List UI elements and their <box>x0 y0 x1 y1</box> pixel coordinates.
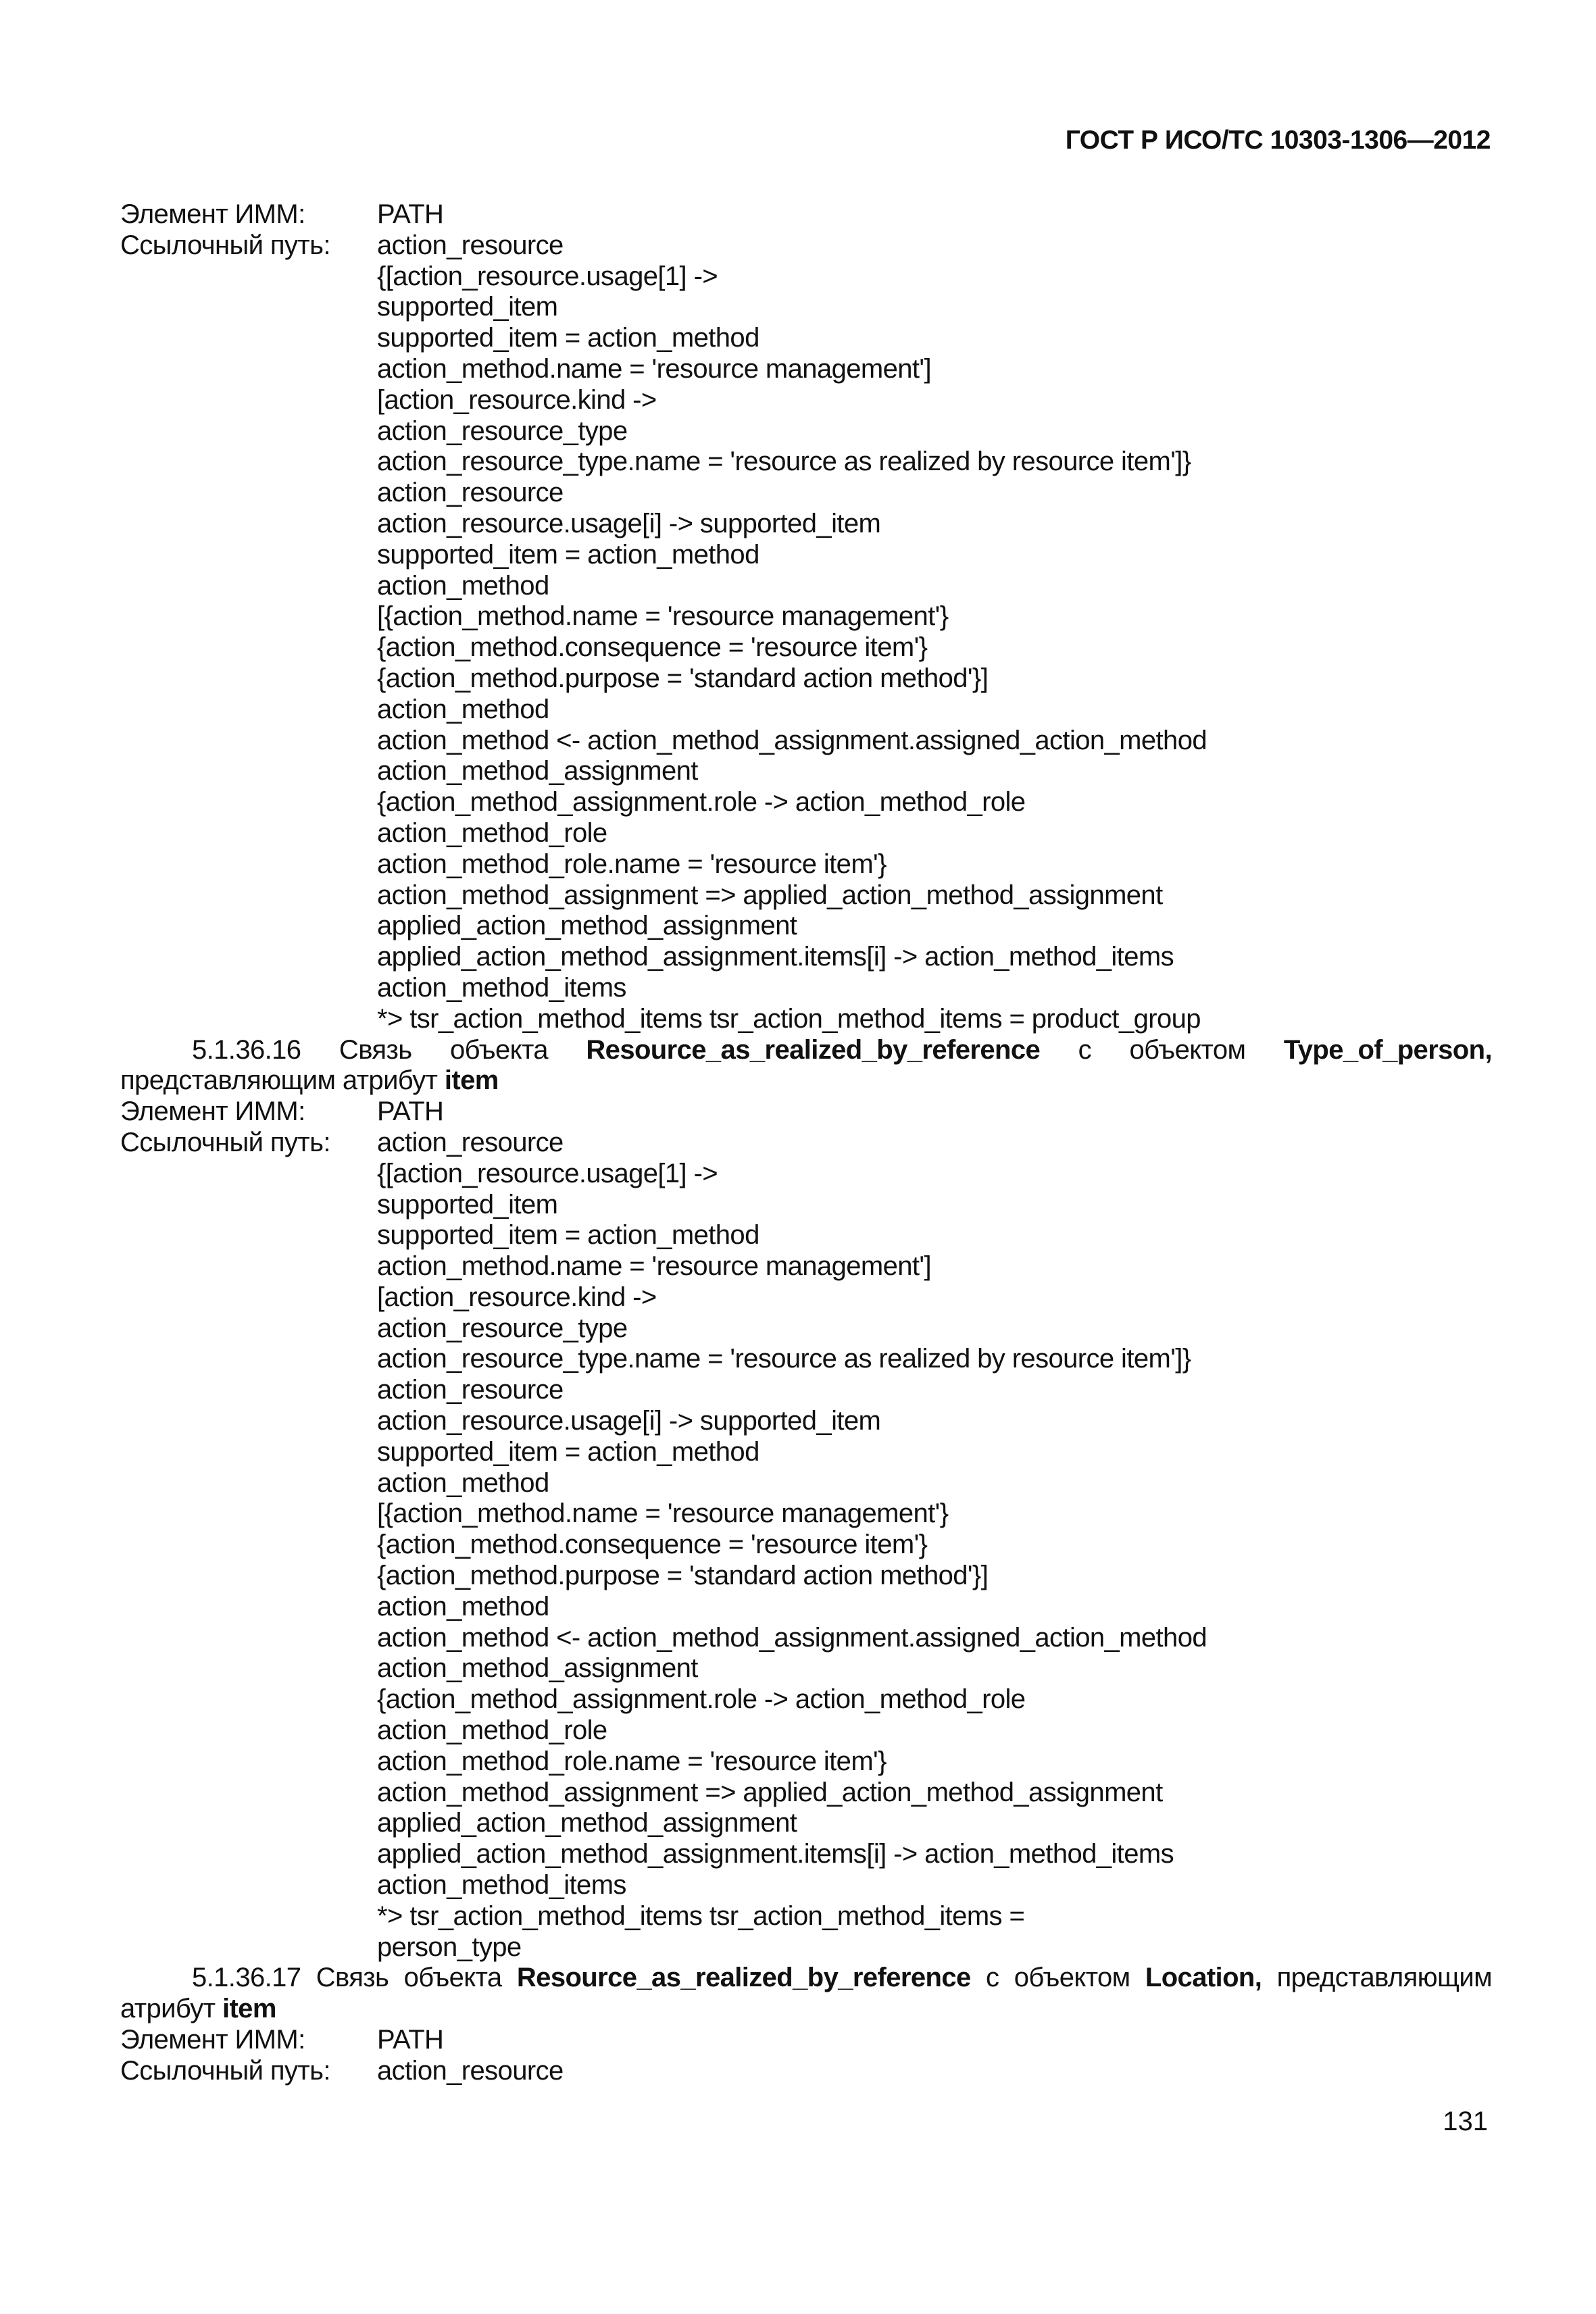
path-line: action_method_assignment => applied_action_method_assignment <box>377 1777 1163 1807</box>
clause-text: Связь объекта <box>301 1963 517 1993</box>
path-lines <box>120 1159 1492 1963</box>
path-first-line: action_resource <box>377 230 564 260</box>
path-line: supported_item <box>377 292 558 322</box>
path-line: action_method <box>377 570 549 601</box>
path-label: Ссылочный путь: <box>120 230 330 260</box>
path-line: supported_item = action_method <box>377 323 759 353</box>
document-body <box>120 199 1492 2087</box>
element-value: PATH <box>377 1097 444 1127</box>
path-line: {[action_resource.usage[1] -> <box>377 1158 718 1188</box>
path-line: action_resource <box>377 1375 564 1405</box>
mapping-block <box>120 199 1492 1035</box>
path-line: supported_item = action_method <box>377 1220 759 1251</box>
element-row <box>120 2025 1492 2056</box>
path-line: action_method_items <box>377 972 626 1003</box>
clause-text: представляющим атрибут <box>120 1065 445 1096</box>
mapping-block <box>120 1035 1492 1963</box>
path-line: action_method_assignment <box>377 1653 698 1684</box>
element-label: Элемент ИММ: <box>120 1097 305 1127</box>
path-line: action_method.name = 'resource management'] <box>377 353 931 384</box>
path-line: {action_method_assignment.role -> action_method_role <box>377 787 1026 818</box>
path-line: {action_method_assignment.role -> action_method_role <box>377 1684 1026 1715</box>
clause-attribute: item <box>222 1994 276 2024</box>
path-line: {action_method.consequence = 'resource item'} <box>377 632 928 663</box>
path-line: action_method_role.name = 'resource item'} <box>377 849 887 879</box>
clause-entity: Resource_as_realized_by_reference <box>586 1034 1041 1065</box>
element-value: PATH <box>377 2025 444 2055</box>
clause-target-entity: Type_of_person, <box>1283 1034 1492 1065</box>
path-line: applied_action_method_assignment.items[i] -> action_method_items <box>377 942 1174 972</box>
clause-number: 5.1.36.16 <box>192 1034 301 1065</box>
path-line: supported_item <box>377 1189 558 1219</box>
path-line: action_resource.usage[i] -> supported_item <box>377 508 881 538</box>
path-row <box>120 230 1492 261</box>
path-first-line: action_resource <box>377 2055 564 2086</box>
path-line: action_resource <box>377 478 564 508</box>
element-row <box>120 1097 1492 1128</box>
clause-target-entity: Location, <box>1145 1963 1262 1993</box>
path-line: action_method <box>377 694 549 724</box>
path-line: action_method.name = 'resource management'] <box>377 1251 931 1282</box>
path-line: action_method_role <box>377 1715 607 1746</box>
path-line: supported_item = action_method <box>377 539 759 570</box>
path-line: [action_resource.kind -> <box>377 384 657 415</box>
path-line: applied_action_method_assignment <box>377 1808 797 1838</box>
path-line: [{action_method.name = 'resource management'} <box>377 1499 949 1529</box>
clause-attribute: item <box>444 1065 499 1096</box>
path-label: Ссылочный путь: <box>120 2055 330 2086</box>
clause-number: 5.1.36.17 <box>192 1963 301 1993</box>
path-line: action_resource_type <box>377 1313 628 1343</box>
path-line: action_method <- action_method_assignment.assigned_action_method <box>377 1622 1207 1653</box>
path-line: {action_method.purpose = 'standard action method'}] <box>377 1561 989 1591</box>
path-label: Ссылочный путь: <box>120 1127 330 1157</box>
path-line: applied_action_method_assignment.items[i] -> action_method_items <box>377 1839 1174 1869</box>
path-lines <box>120 261 1492 1035</box>
clause-text: представляющим атрибут <box>120 1963 1492 2024</box>
clause-entity: Resource_as_realized_by_reference <box>516 1963 971 1993</box>
clause-text: Связь объекта <box>301 1034 587 1065</box>
path-line: action_method <- action_method_assignment.assigned_action_method <box>377 725 1207 755</box>
element-value: PATH <box>377 199 444 229</box>
element-row <box>120 199 1492 230</box>
path-line: action_method_items <box>377 1870 626 1901</box>
path-line: *> tsr_action_method_items tsr_action_method_items = product_group <box>377 1003 1201 1034</box>
path-first-line: action_resource <box>377 1127 564 1157</box>
path-line: {action_method.purpose = 'standard action method'}] <box>377 663 989 693</box>
clause-heading <box>120 1035 1492 1097</box>
clause-heading <box>120 1963 1492 2025</box>
path-line: applied_action_method_assignment <box>377 911 797 941</box>
path-row <box>120 2056 1492 2087</box>
path-line: [action_resource.kind -> <box>377 1282 657 1312</box>
path-line: action_method <box>377 1591 549 1621</box>
path-row <box>120 1128 1492 1159</box>
path-line: action_method_assignment <box>377 756 698 786</box>
path-line: [{action_method.name = 'resource management'} <box>377 601 949 632</box>
path-line: {[action_resource.usage[1] -> <box>377 261 718 291</box>
path-line: action_method <box>377 1467 549 1498</box>
path-line: *> tsr_action_method_items tsr_action_method_items = <box>377 1901 1025 1931</box>
page-number: 131 <box>1443 2107 1488 2136</box>
path-line: action_method_role.name = 'resource item'} <box>377 1746 887 1776</box>
clause-text: с объектом <box>970 1963 1145 1993</box>
path-line: action_method_role <box>377 818 607 848</box>
path-line: action_resource.usage[i] -> supported_item <box>377 1406 881 1436</box>
path-line: action_resource_type.name = 'resource as realized by resource item']} <box>377 447 1191 477</box>
path-line: action_resource_type.name = 'resource as realized by resource item']} <box>377 1344 1191 1374</box>
path-line: {action_method.consequence = 'resource item'} <box>377 1530 928 1560</box>
clause-text: с объектом <box>1040 1034 1284 1065</box>
path-line: supported_item = action_method <box>377 1436 759 1467</box>
element-label: Элемент ИММ: <box>120 2025 305 2055</box>
document-header: ГОСТ Р ИСО/ТС 10303-1306—2012 <box>1065 126 1491 155</box>
path-line: action_resource_type <box>377 416 628 446</box>
element-label: Элемент ИММ: <box>120 199 305 229</box>
path-line: person_type <box>377 1932 522 1962</box>
mapping-block <box>120 1963 1492 2086</box>
path-line: action_method_assignment => applied_action_method_assignment <box>377 880 1163 910</box>
